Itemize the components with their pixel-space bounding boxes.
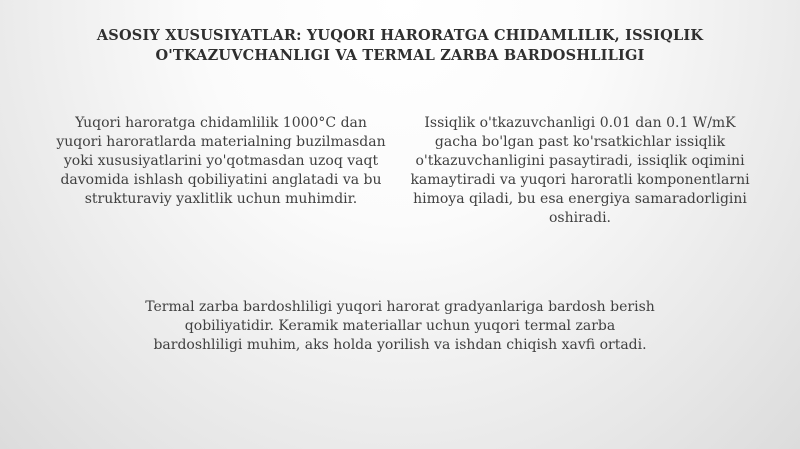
paragraph-high-temperature-resistance: Yuqori haroratga chidamlilik 1000°C dan yuqori haroratlarda materialning buzilmasdan yoki xususiyatlarini yo'qotmasdan uzoq vaqt davomida ishlash qobiliyatini anglatadi va bu strukturaviy yaxlitlik uchun muhimdir. xyxy=(56,115,386,207)
paragraph-thermal-shock-resistance: Termal zarba bardoshliligi yuqori harorat gradyanlariga bardosh berish qobiliyatidir. Keramik materiallar uchun yuqori termal zarba bardoshliligi muhim, aks holda yorilish va ishdan chiqish xavfi ortadi. xyxy=(145,299,655,353)
paragraph-thermal-conductivity: Issiqlik o'tkazuvchanligi 0.01 dan 0.1 W/mK gacha bo'lgan past ko'rsatkichlar issiqlik o'tkazuvchanligini pasaytiradi, issiqlik oqimini kamaytiradi va yuqori haroratli komponentlarni himoya qiladi, bu esa energiya samaradorligini oshiradi. xyxy=(410,115,750,226)
slide-title: ASOSIY XUSUSIYATLAR: YUQORI HARORATGA CHIDAMLILIK, ISSIQLIK O'TKAZUVCHANLIGI VA TERMAL ZARBA BARDOSHLILIGI xyxy=(96,27,704,64)
